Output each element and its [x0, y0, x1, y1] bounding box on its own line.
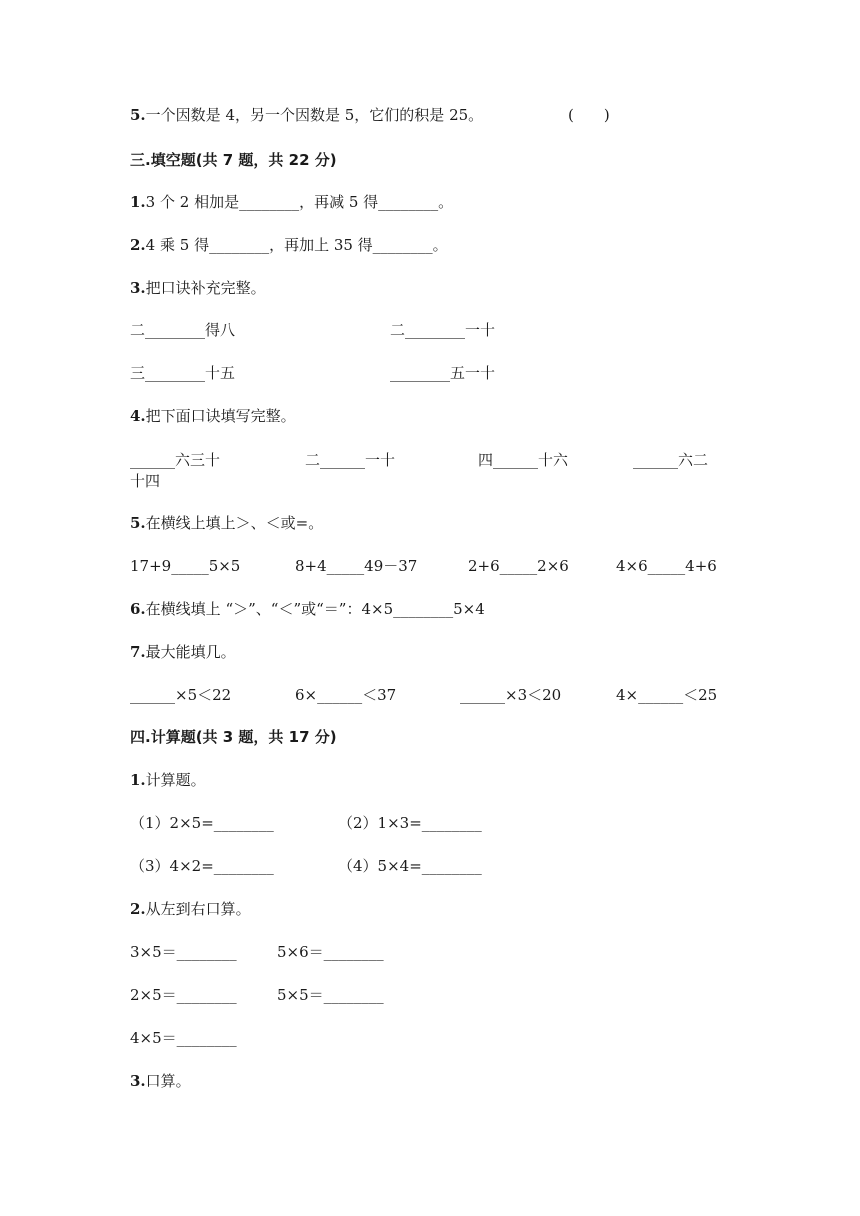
formula-blank[interactable]: 三________十五 [130, 364, 236, 382]
question-text: 把口诀补充完整。 [145, 279, 266, 297]
question-text: 计算题。 [145, 771, 206, 789]
compare-blank[interactable]: 4×6_____4+6 [616, 557, 717, 575]
formula-blank[interactable]: 四______十六 [478, 451, 569, 469]
formula-wrap-text: 十四 [130, 472, 161, 490]
compare-blank[interactable]: 17+9_____5×5 [130, 557, 241, 575]
question-text[interactable]: 在横线填上 “＞”、“＜”或“＝”：4×5________5×4 [145, 600, 485, 618]
calc-blank[interactable]: 5×6＝________ [277, 943, 384, 961]
calc-blank[interactable]: 4×5＝________ [130, 1029, 237, 1047]
calc-question-2 [130, 899, 251, 919]
fill-question-7 [130, 642, 236, 662]
question-number: 4. [130, 407, 146, 425]
fill-question-4 [130, 406, 296, 426]
question-text: 3 个 2 相加是________，再减 5 得________。 [145, 193, 454, 211]
calc-blank[interactable]: 5×5＝________ [277, 986, 384, 1004]
answer-parentheses[interactable]: ( ) [568, 106, 610, 124]
compare-blank[interactable]: 8+4_____49－37 [295, 557, 418, 575]
calc-question-1 [130, 770, 206, 790]
question-number: 2. [130, 236, 146, 254]
formula-blank[interactable]: 二______一十 [305, 451, 396, 469]
formula-blank[interactable]: ______六二 [633, 451, 709, 469]
max-value-blank[interactable]: 4×______＜25 [616, 686, 718, 704]
calc-blank[interactable]: （2）1×3=________ [338, 814, 482, 832]
formula-blank[interactable]: ________五一十 [390, 364, 496, 382]
calc-blank[interactable]: 3×5＝________ [130, 943, 237, 961]
max-value-blank[interactable]: ______×5＜22 [130, 686, 232, 704]
question-number: 7. [130, 643, 146, 661]
fill-question-1 [130, 192, 453, 212]
max-value-blank[interactable]: 6×______＜37 [295, 686, 397, 704]
section-title-fill-blank: 三.填空题(共 7 题，共 22 分) [130, 151, 337, 169]
calc-question-3 [130, 1071, 191, 1091]
calc-blank[interactable]: （3）4×2=________ [130, 857, 274, 875]
question-text: 把下面口诀填写完整。 [145, 407, 296, 425]
fill-question-2 [130, 235, 448, 255]
question-number: 3. [130, 1072, 146, 1090]
compare-blank[interactable]: 2+6_____2×6 [468, 557, 569, 575]
question-text: 从左到右口算。 [145, 900, 251, 918]
question-text: 最大能填几。 [145, 643, 236, 661]
max-value-blank[interactable]: ______×3＜20 [460, 686, 562, 704]
question-text: 口算。 [145, 1072, 191, 1090]
question-number: 5. [130, 106, 146, 124]
question-text: 在横线上填上＞、＜或=。 [145, 514, 324, 532]
section-title-calculation: 四.计算题(共 3 题，共 17 分) [130, 728, 337, 746]
calc-blank[interactable]: 2×5＝________ [130, 986, 237, 1004]
tf-question-5 [130, 105, 483, 125]
calc-blank[interactable]: （1）2×5=________ [130, 814, 274, 832]
question-number: 3. [130, 279, 146, 297]
calc-blank[interactable]: （4）5×4=________ [338, 857, 482, 875]
question-number: 1. [130, 193, 146, 211]
question-number: 5. [130, 514, 146, 532]
fill-question-5 [130, 513, 323, 533]
question-text: 4 乘 5 得________，再加上 35 得________。 [145, 236, 448, 254]
fill-question-6 [130, 599, 485, 619]
question-number: 6. [130, 600, 146, 618]
question-number: 1. [130, 771, 146, 789]
formula-blank[interactable]: ______六三十 [130, 451, 221, 469]
question-text: 一个因数是 4，另一个因数是 5，它们的积是 25。 [145, 106, 484, 124]
fill-question-3 [130, 278, 266, 298]
formula-blank[interactable]: 二________一十 [390, 321, 496, 339]
question-number: 2. [130, 900, 146, 918]
formula-blank[interactable]: 二________得八 [130, 321, 236, 339]
